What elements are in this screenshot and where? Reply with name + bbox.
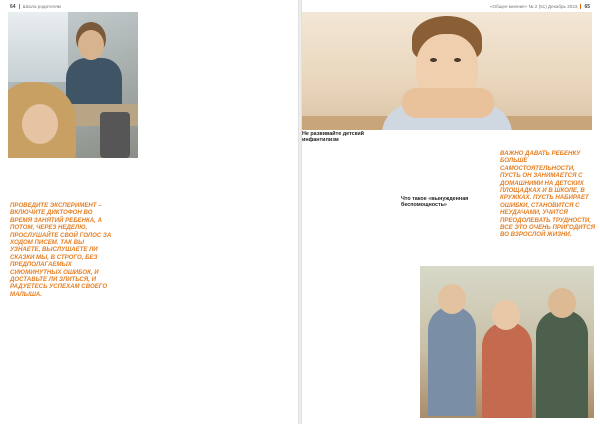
left-section-title: Школа родителям [22, 4, 61, 9]
photo-family-head [438, 284, 466, 314]
running-head-divider [580, 4, 581, 9]
photo-chair [100, 112, 130, 158]
photo-thinking-boy [302, 12, 592, 130]
photo-family-person [536, 310, 588, 418]
photo-boy-hands [402, 88, 494, 118]
photo-woman-head [78, 30, 104, 60]
left-running-head [10, 4, 61, 10]
photo-family-person [482, 322, 532, 418]
photo-boy-eye [430, 58, 437, 62]
subhead-learned-helplessness: Что такое «вынужденная беспомощность» [401, 196, 469, 209]
photo-woman-and-girl [8, 12, 138, 158]
subhead-infantilism: Не развивайте детский инфантилизм [302, 131, 364, 144]
left-pull-quote: ПРОВЕДИТЕ ЭКСПЕРИМЕНТ – ВКЛЮЧИТЕ ДИКТОФОН ВО ВРЕМЯ ЗАНЯТИЙ РЕБЕНКА, А ПОТОМ, ЧЕРЕЗ НЕДЕЛЮ, ПРОСЛУШАЙТЕ СВОЙ ГОЛОС ЗА ХОДОМ ПИСЕМ. ТАК ВЫ УЗНАЕТЕ, ВЫСЛУШАЕТЕ ЛИ СКАЗКИ МЫ, В СТРОГО, БЕЗ ПРЕДПОЛАГАЕМЫХ СИЮМИНУТНЫХ ОШИБОК, И ДОСТАВЬТЕ ЛИ ЗЛИТЬСЯ, И РАДУЕТЕСЬ УСПЕХАМ СВОЕГО МАЛЫША. [10, 202, 112, 298]
right-magazine-title: «Общее мнение» № 2 (51) Декабрь 2023 [489, 4, 578, 9]
right-page-number: 65 [584, 4, 590, 10]
photo-family-head [548, 288, 576, 318]
right-pull-quote: ВАЖНО ДАВАТЬ РЕБЕНКУ БОЛЬШЕ САМОСТОЯТЕЛЬНОСТИ, ПУСТЬ ОН ЗАНИМАЕТСЯ С ДОМАШНИМИ НА ДЕТСКИХ ПЛОЩАДКАХ И В ШКОЛЕ, В КРУЖКАХ. ПУСТЬ НАБИРАЕТ ОШИБКИ, СТАНОВИТСЯ С НЕУДАЧАМИ, УЧИТСЯ ПРЕОДОЛЕВАТЬ ТРУДНОСТИ, ВСЕ ЭТО ОЧЕНЬ ПРИГОДИТСЯ ВО ВЗРОСЛОЙ ЖИЗНИ. [500, 150, 596, 239]
photo-boy-eye [454, 58, 461, 62]
photo-family-head [492, 300, 520, 330]
photo-girl-face [22, 104, 58, 144]
left-page [0, 0, 298, 424]
photo-woman-body [66, 58, 122, 108]
photo-family [420, 266, 594, 418]
left-page-number: 64 [10, 4, 16, 10]
photo-window [8, 12, 68, 82]
running-head-divider [19, 4, 20, 9]
right-running-head [490, 4, 590, 10]
photo-family-person [428, 306, 476, 416]
